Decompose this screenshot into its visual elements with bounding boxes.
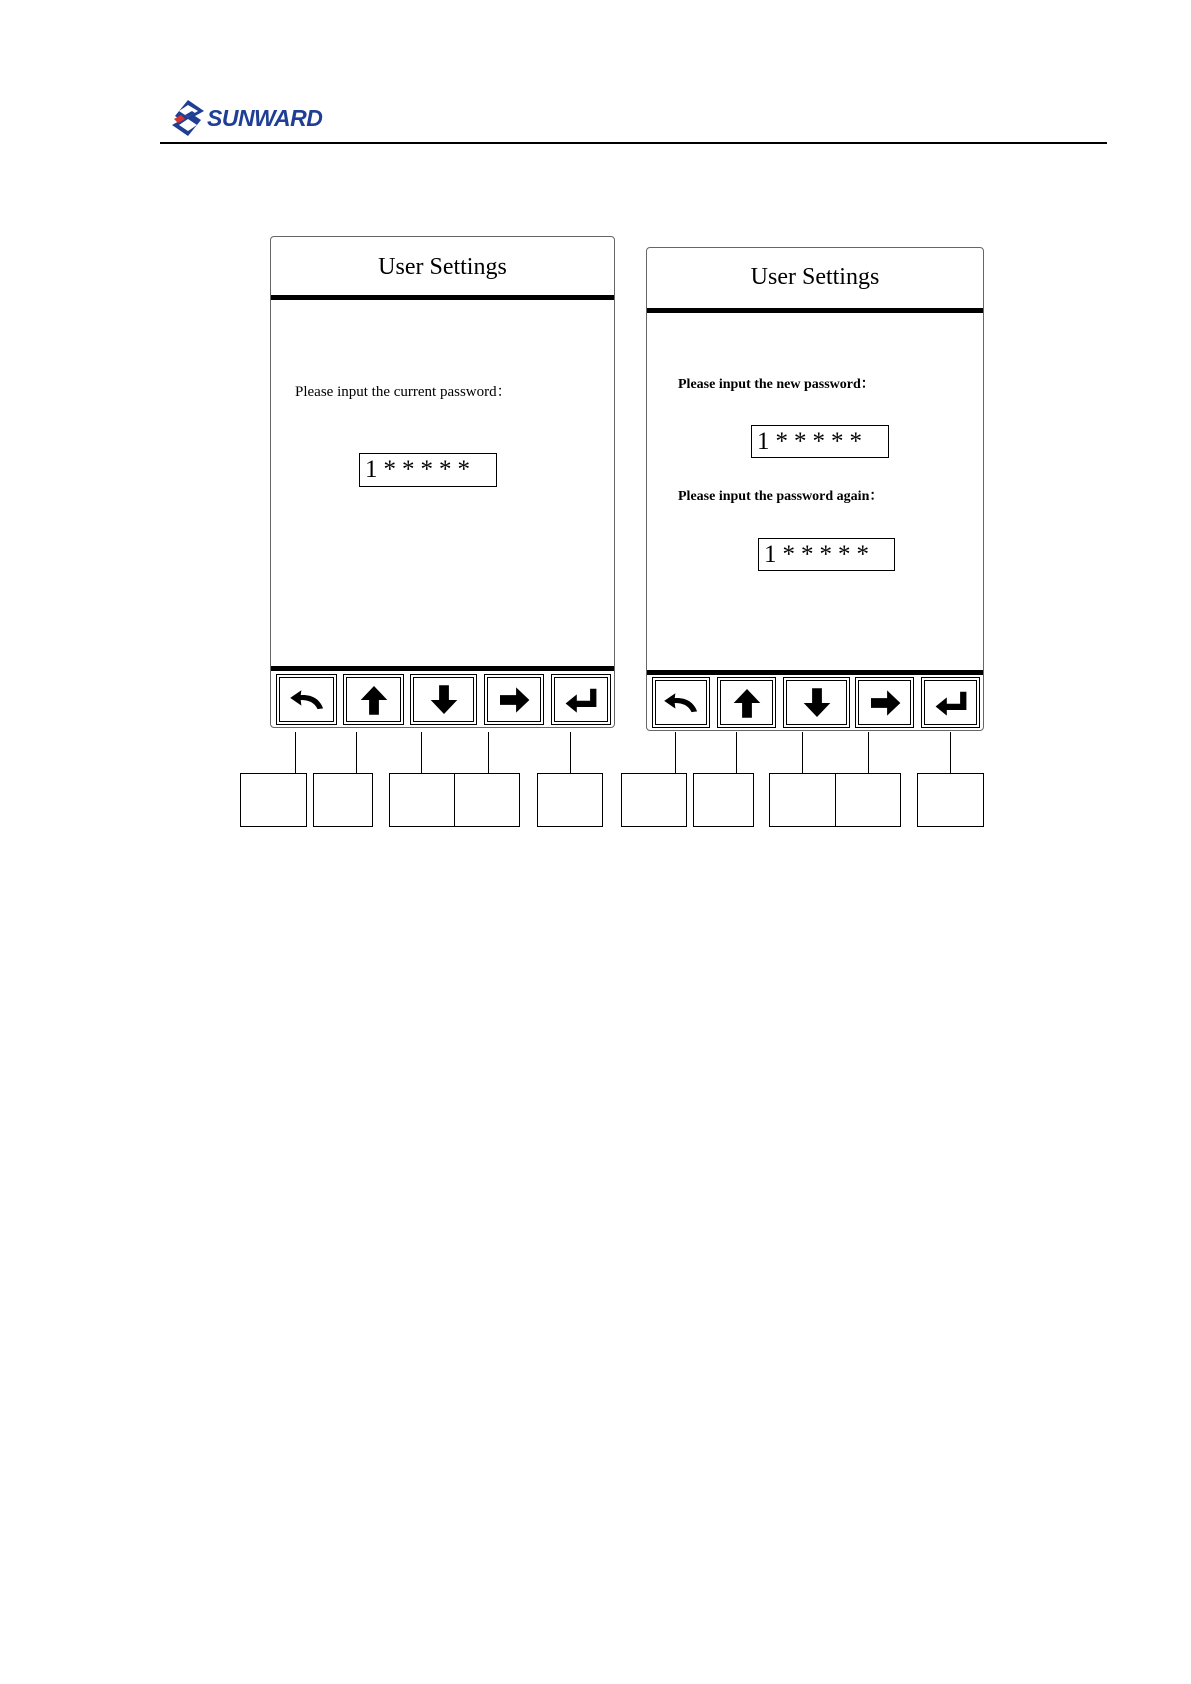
- up-arrow-icon: [726, 685, 768, 721]
- callout-box: [537, 773, 603, 827]
- confirm-password-field[interactable]: 1*****: [758, 538, 895, 571]
- title-divider: [647, 308, 983, 313]
- user-settings-panel-current: [270, 236, 615, 728]
- enter-icon: [930, 685, 972, 721]
- new-password-field[interactable]: 1*****: [751, 425, 889, 458]
- callout-line: [421, 732, 422, 773]
- callout-line: [950, 732, 951, 773]
- enter-button[interactable]: [551, 674, 611, 725]
- down-arrow-icon: [423, 682, 465, 718]
- up-button[interactable]: [717, 677, 776, 728]
- callout-box: [454, 773, 520, 827]
- panel-title: User Settings: [378, 254, 507, 280]
- callout-box: [693, 773, 754, 827]
- back-icon: [660, 685, 702, 721]
- callout-box: [917, 773, 984, 827]
- callout-line: [675, 732, 676, 773]
- new-password-label: Please input the new password：: [678, 377, 875, 392]
- enter-icon: [560, 682, 602, 718]
- callout-box: [389, 773, 455, 827]
- back-button[interactable]: [276, 674, 337, 725]
- confirm-password-label: Please input the password again：: [678, 489, 884, 504]
- user-settings-panel-new: [646, 247, 984, 731]
- callout-box: [240, 773, 307, 827]
- right-arrow-icon: [493, 682, 535, 718]
- logo-text: SUNWARD: [207, 105, 323, 131]
- down-button[interactable]: [783, 677, 850, 728]
- enter-button[interactable]: [921, 677, 980, 728]
- sunward-logo-icon: [171, 99, 205, 137]
- right-button[interactable]: [855, 677, 914, 728]
- footer-divider: [647, 670, 983, 675]
- right-arrow-icon: [864, 685, 906, 721]
- header-divider: [160, 142, 1107, 144]
- callout-box: [769, 773, 836, 827]
- callout-box: [835, 773, 901, 827]
- back-button[interactable]: [652, 677, 710, 728]
- callout-line: [868, 732, 869, 773]
- current-password-field[interactable]: 1*****: [359, 453, 497, 487]
- callout-box: [313, 773, 373, 827]
- current-password-label: Please input the current password：: [295, 384, 512, 400]
- down-arrow-icon: [796, 685, 838, 721]
- callout-line: [802, 732, 803, 773]
- down-button[interactable]: [410, 674, 477, 725]
- callout-line: [295, 732, 296, 773]
- panel-title: User Settings: [750, 264, 880, 290]
- callout-line: [736, 732, 737, 773]
- callout-box: [621, 773, 687, 827]
- callout-line: [570, 732, 571, 773]
- right-button[interactable]: [484, 674, 544, 725]
- back-icon: [286, 682, 328, 718]
- title-divider: [271, 295, 614, 300]
- callout-line: [356, 732, 357, 773]
- up-arrow-icon: [353, 682, 395, 718]
- footer-divider: [271, 666, 614, 671]
- up-button[interactable]: [343, 674, 404, 725]
- callout-line: [488, 732, 489, 773]
